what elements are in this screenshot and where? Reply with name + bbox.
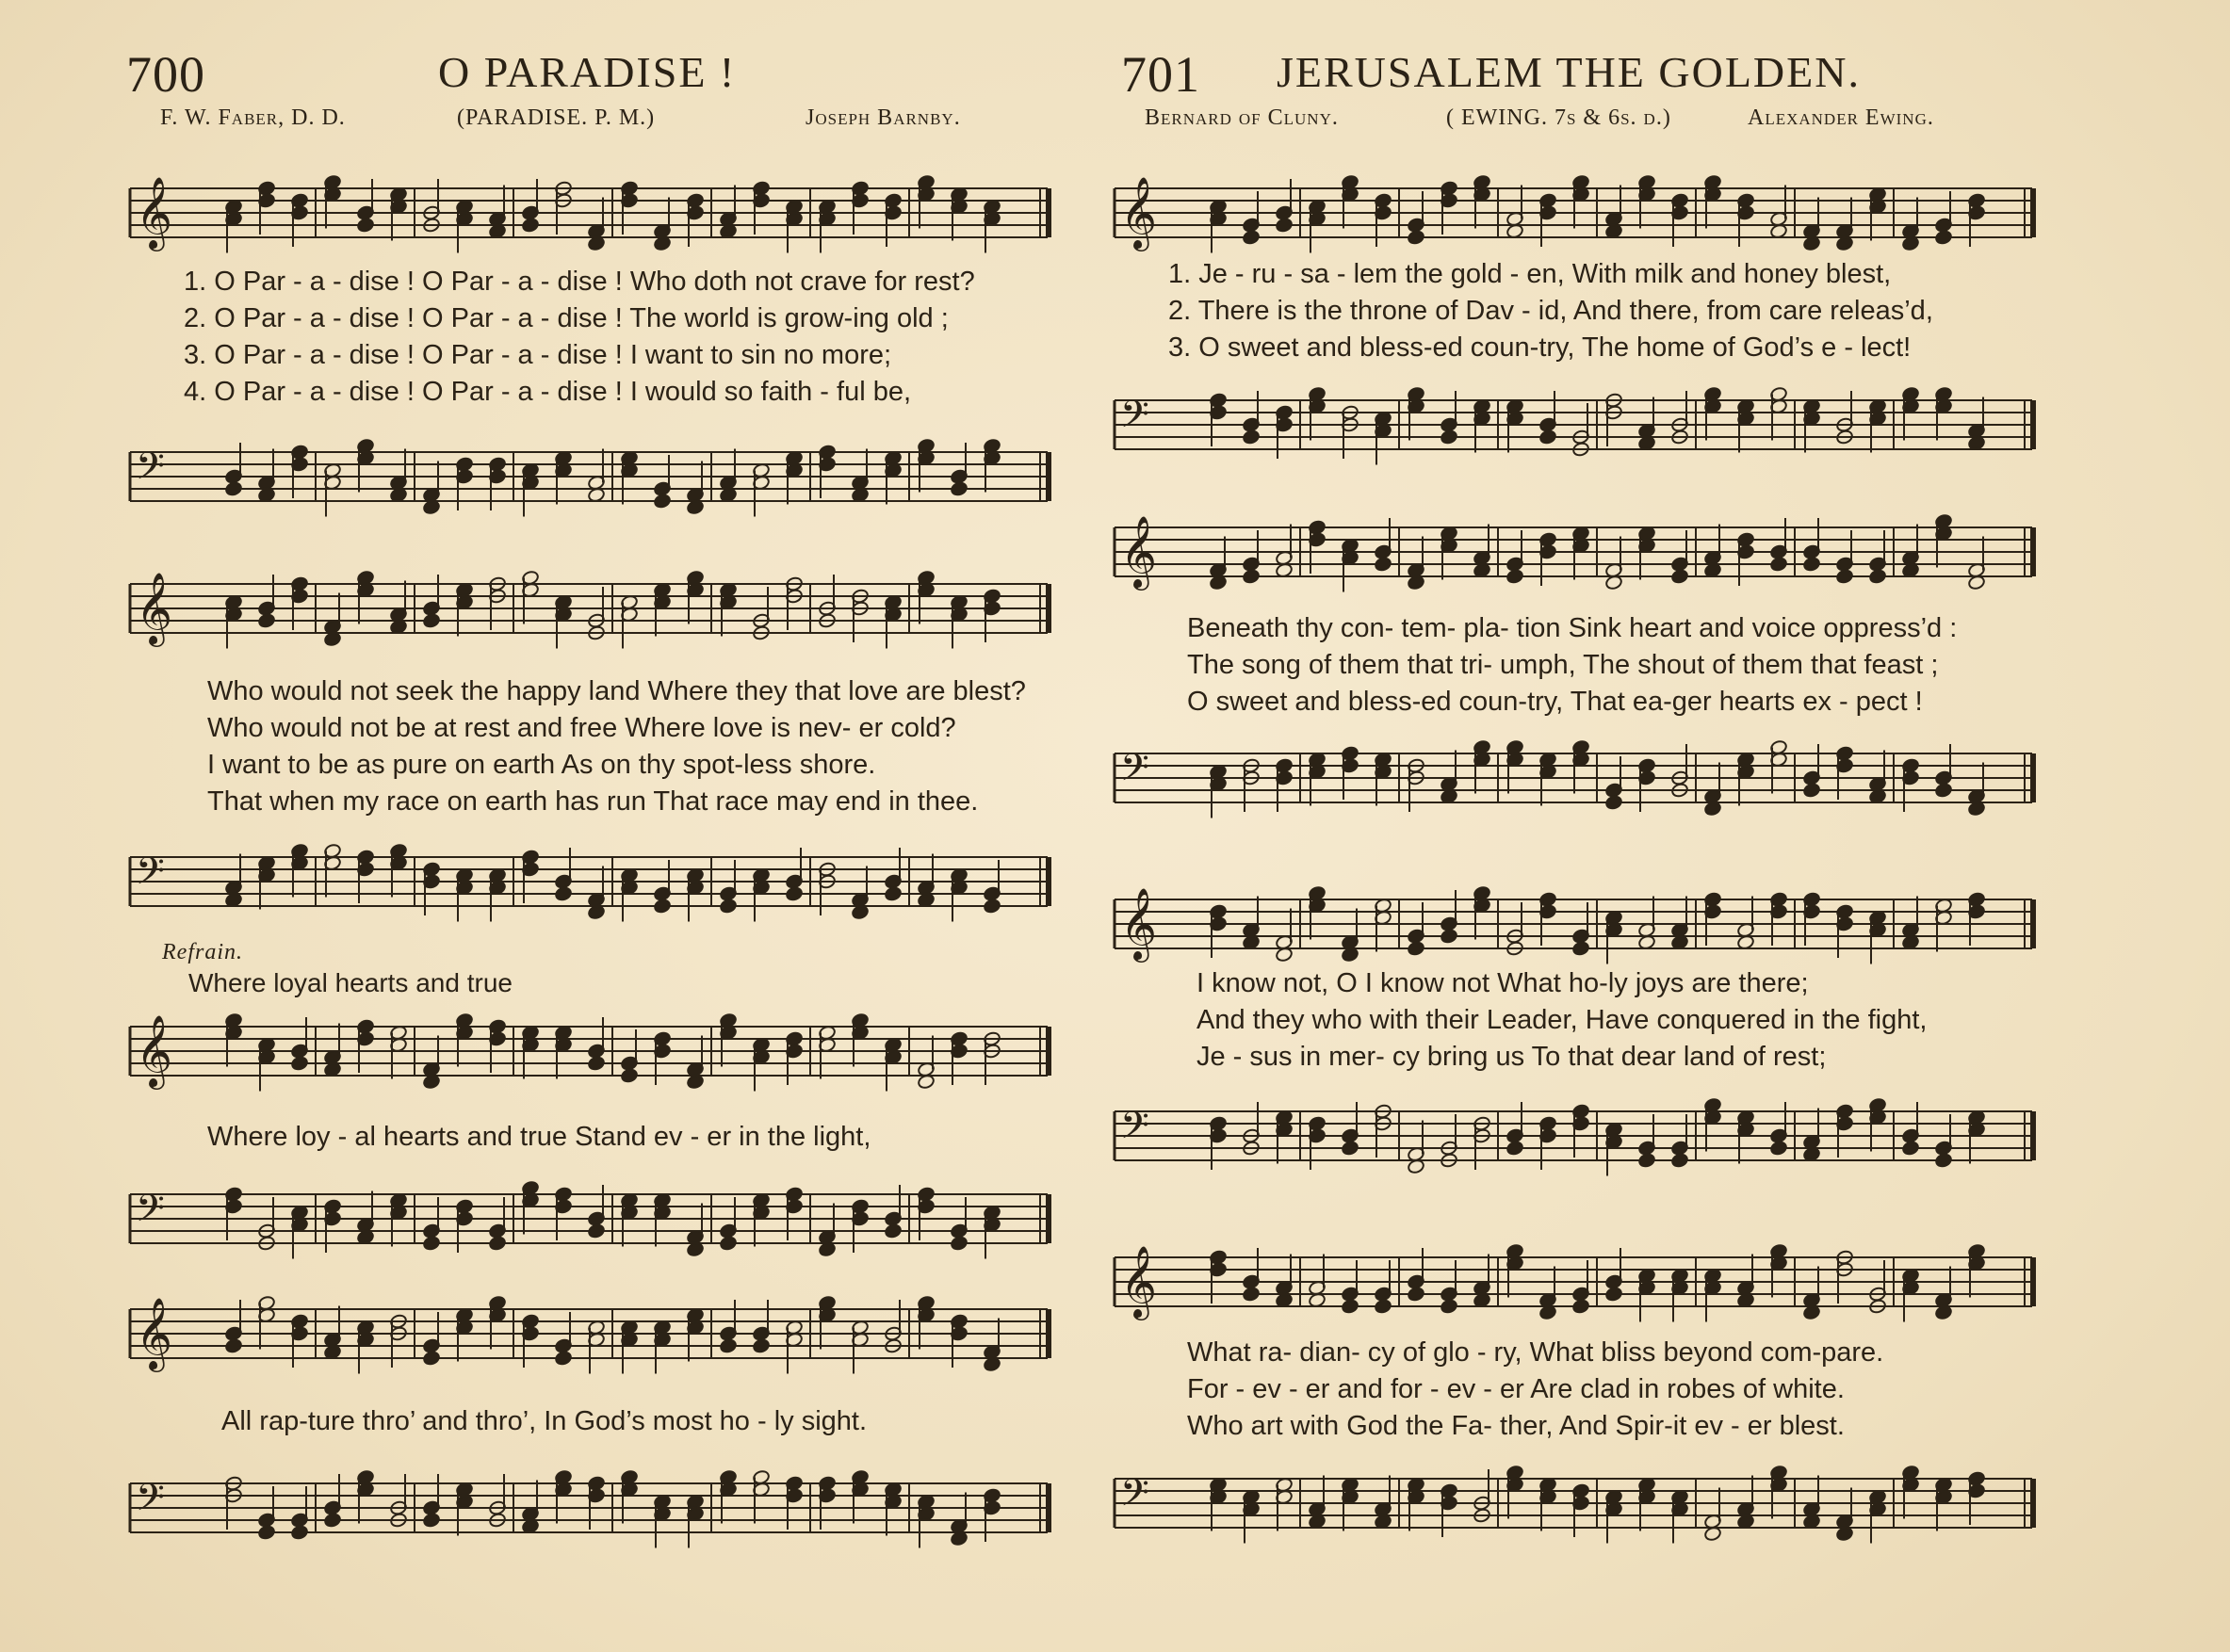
verse-line: 4. O Par - a - dise ! O Par - a - dise ! I would so faith - ful be, (184, 377, 912, 407)
verse-line: Beneath thy con- tem- pla- tion Sink heart and voice oppress’d : (1187, 613, 1958, 643)
verse-line: 2. There is the throne of Dav - id, And there, from care releas’d, (1168, 296, 1933, 326)
hymn-number: 701 (1121, 46, 1200, 103)
hymn-credits (1098, 105, 2049, 139)
refrain-cue: Where loyal hearts and true (188, 968, 513, 997)
verse-line: All rap-ture thro’ and thro’, In God’s most ho - ly sight. (221, 1406, 868, 1436)
bass-staff (1098, 372, 2049, 476)
svg-text:𝄢: 𝄢 (136, 1187, 165, 1239)
verse-line: Je - sus in mer- cy bring us To that dear land of rest; (1196, 1042, 1827, 1072)
verse-line: 1. Je - ru - sa - lem the gold - en, With milk and honey blest, (1168, 259, 1892, 289)
hymn-credits (113, 105, 1065, 139)
verse-line: 3. O Par - a - dise ! O Par - a - dise ! I want to sin no more; (184, 340, 892, 370)
verse-line: That when my race on earth has run That race may end in thee. (207, 786, 979, 817)
verse-block (113, 673, 1065, 820)
verse-line: 1. O Par - a - dise ! O Par - a - dise ! Who doth not crave for rest? (184, 267, 975, 297)
refrain-label: Refrain. (162, 940, 243, 964)
bass-staff (1098, 1450, 2049, 1554)
hymn-header (1098, 38, 2049, 104)
verse-block (1098, 1335, 2049, 1445)
verse-line: What ra- dian- cy of glo - ry, What bliss beyond com-pare. (1187, 1337, 1884, 1368)
tune-name: (PARADISE. P. M.) (457, 105, 656, 130)
bass-staff (113, 1166, 1065, 1279)
verse-line: 2. O Par - a - dise ! O Par - a - dise ! The world is grow-ing old ; (184, 303, 949, 333)
svg-text:𝄢: 𝄢 (1120, 393, 1149, 445)
svg-text:𝄞: 𝄞 (1120, 515, 1158, 588)
verse-line: For - ev - er and for - ev - er Are clad in robes of white. (1187, 1374, 1845, 1404)
svg-text:𝄢: 𝄢 (1120, 746, 1149, 799)
author: Bernard of Cluny. (1145, 105, 1339, 130)
svg-text:𝄞: 𝄞 (136, 1297, 173, 1369)
verse-block (113, 1119, 1065, 1156)
composer: Joseph Barnby. (806, 105, 961, 130)
svg-text:𝄞: 𝄞 (1120, 1245, 1158, 1318)
bass-staff (113, 1455, 1065, 1568)
treble-staff (1098, 871, 2049, 975)
verse-block (113, 264, 1065, 411)
bass-staff (113, 424, 1065, 546)
tune-name: ( EWING. 7s & 6s. d.) (1446, 105, 1671, 130)
svg-text:𝄢: 𝄢 (136, 850, 165, 902)
hymn-title: JERUSALEM THE GOLDEN. (1277, 48, 1861, 96)
verse-line: 3. O sweet and bless-ed coun-try, The home of God’s e - lect! (1168, 332, 1912, 363)
verse-line: O sweet and bless-ed coun-try, That ea-ger hearts ex - pect ! (1187, 687, 1923, 717)
verse-line: I want to be as pure on earth As on thy spot-less shore. (207, 750, 876, 780)
verse-line: And they who with their Leader, Have conquered in the fight, (1196, 1005, 1928, 1035)
treble-staff (1098, 1229, 2049, 1333)
svg-text:𝄞: 𝄞 (1120, 176, 1158, 249)
composer: Alexander Ewing. (1748, 105, 1934, 130)
hymn-number: 700 (126, 46, 205, 103)
verse-line: Who art with God the Fa- ther, And Spir-it ev - er blest. (1187, 1411, 1845, 1441)
svg-text:𝄢: 𝄢 (1120, 1471, 1149, 1524)
verse-block (1098, 610, 2049, 721)
svg-text:𝄞: 𝄞 (136, 1014, 173, 1087)
verse-block (1098, 256, 2049, 366)
svg-text:𝄞: 𝄞 (136, 572, 173, 644)
verse-line: The song of them that tri- umph, The shout of them that feast ; (1187, 650, 1939, 680)
svg-text:𝄞: 𝄞 (136, 176, 173, 249)
author: F. W. Faber, D. D. (160, 105, 346, 130)
treble-staff (113, 160, 1065, 273)
treble-staff (1098, 499, 2049, 603)
verse-block (1098, 965, 2049, 1076)
treble-staff (1098, 160, 2049, 264)
treble-staff (113, 556, 1065, 669)
verse-line: Who would not be at rest and free Where love is nev- er cold? (207, 713, 956, 743)
bass-staff (1098, 1083, 2049, 1187)
verse-block (113, 1403, 1065, 1440)
bass-staff (113, 829, 1065, 942)
verse-line: Who would not seek the happy land Where they that love are blest? (207, 676, 1026, 706)
svg-text:𝄢: 𝄢 (136, 1476, 165, 1529)
treble-staff (113, 1281, 1065, 1394)
svg-text:𝄢: 𝄢 (136, 445, 165, 497)
bass-staff (1098, 725, 2049, 829)
hymn-header (113, 38, 1065, 104)
hymn-title: O PARADISE ! (438, 48, 737, 96)
verse-line: I know not, O I know not What ho-ly joys are there; (1196, 968, 1809, 998)
svg-text:𝄞: 𝄞 (1120, 887, 1158, 960)
treble-staff (113, 998, 1065, 1111)
verse-line: Where loy - al hearts and true Stand ev - er in the light, (207, 1122, 871, 1152)
svg-text:𝄢: 𝄢 (1120, 1104, 1149, 1157)
